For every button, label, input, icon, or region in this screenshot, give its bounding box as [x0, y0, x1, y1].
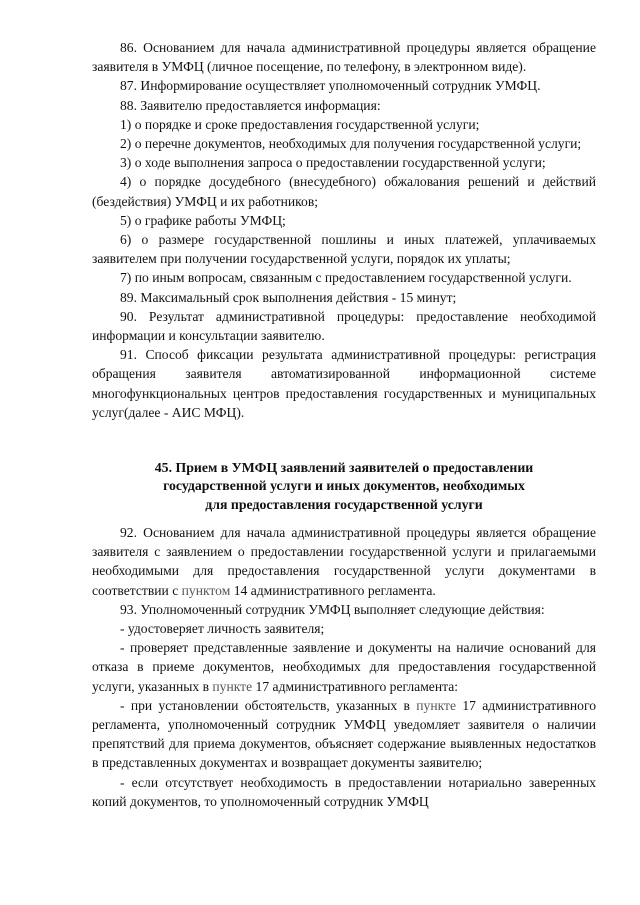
- action-item-3-tail: 17 административного регламента, уполномоченный сотрудник УМФЦ уведомляет заявителя о наличии препятствий для приема документов, объясняет содержание выявленных недостатков в представленных документах и возвращает документы заявителю;: [92, 697, 596, 771]
- action-item-2-text: - проверяет представленные заявление и документы на наличие оснований для отказа в приеме документов, необходимых для предоставления государственной услуги, указанных в: [92, 640, 596, 694]
- paragraph-87: 87. Информирование осуществляет уполномоченный сотрудник УМФЦ.: [120, 78, 541, 94]
- paragraph-92-text: 92. Основанием для начала административной процедуры является обращение заявителя с заявлением о предоставлении государственной услуги и прилагаемыми необходимыми для предоставления государственной услуги документами в соответствии с: [92, 525, 596, 598]
- action-item-2-tail: 17 административного регламента:: [252, 678, 459, 694]
- paragraph-86: 86. Основанием для начала административной процедуры является обращение заявителя в УМФЦ (личное посещение, по телефону, в электронном виде).: [92, 40, 596, 75]
- paragraph-89: 89. Максимальный срок выполнения действия - 15 минут;: [120, 289, 457, 305]
- paragraph-92: [92, 523, 596, 600]
- paragraph-93: 93. Уполномоченный сотрудник УМФЦ выполняет следующие действия:: [120, 601, 545, 617]
- section-heading: [92, 459, 596, 514]
- list-item-7: 7) по иным вопросам, связанным с предоставлением государственной услуги.: [120, 270, 572, 286]
- section-44-text: [92, 38, 596, 422]
- section-45-text: [92, 523, 596, 811]
- list-item-1: 1) о порядке и сроке предоставления государственной услуги;: [120, 116, 480, 132]
- link-punkt-14[interactable]: пунктом: [181, 582, 231, 598]
- heading-line-3: для предоставления государственной услуги: [205, 496, 483, 512]
- paragraph-88: 88. Заявителю предоставляется информация:: [120, 97, 381, 113]
- action-item-4: - если отсутствует необходимость в предоставлении нотариально заверенных копий документов, то уполномоченный сотрудник УМФЦ: [92, 774, 596, 809]
- heading-line-2: государственной услуги и иных документов, необходимых: [163, 478, 525, 494]
- list-item-5: 5) о графике работы УМФЦ;: [120, 212, 286, 228]
- action-item-3-text: - при установлении обстоятельств, указанных в: [120, 697, 417, 713]
- heading-line-1: 45. Прием в УМФЦ заявлений заявителей о предоставлении: [154, 460, 534, 475]
- list-item-2: 2) о перечне документов, необходимых для получения государственной услуги;: [120, 136, 582, 152]
- action-item-3: [92, 696, 596, 773]
- paragraph-91: 91. Способ фиксации результата административной процедуры: регистрация обращения заявителя автоматизированной информационной системе многофункциональных центров предоставления государственных и муниципальных услуг(далее - АИС МФЦ).: [92, 347, 596, 420]
- link-punkt-17-second[interactable]: пункте: [416, 697, 457, 713]
- paragraph-90: 90. Результат административной процедуры: предоставление необходимой информации и консультации заявителю.: [92, 308, 596, 344]
- action-item-2: [92, 638, 596, 696]
- action-item-1: - удостоверяет личность заявителя;: [120, 621, 325, 637]
- list-item-3: 3) о ходе выполнения запроса о предоставлении государственной услуги;: [120, 155, 546, 171]
- paragraph-92-tail: 14 административного регламента.: [230, 582, 436, 598]
- link-punkt-17[interactable]: пункте: [212, 678, 253, 694]
- list-item-4: 4) о порядке досудебного (внесудебного) обжалования решений и действий (бездействия) УМФЦ и их работников;: [92, 174, 596, 209]
- list-item-6: 6) о размере государственной пошлины и иных платежей, уплачиваемых заявителем при получении государственной услуги, порядок их уплаты;: [92, 232, 596, 267]
